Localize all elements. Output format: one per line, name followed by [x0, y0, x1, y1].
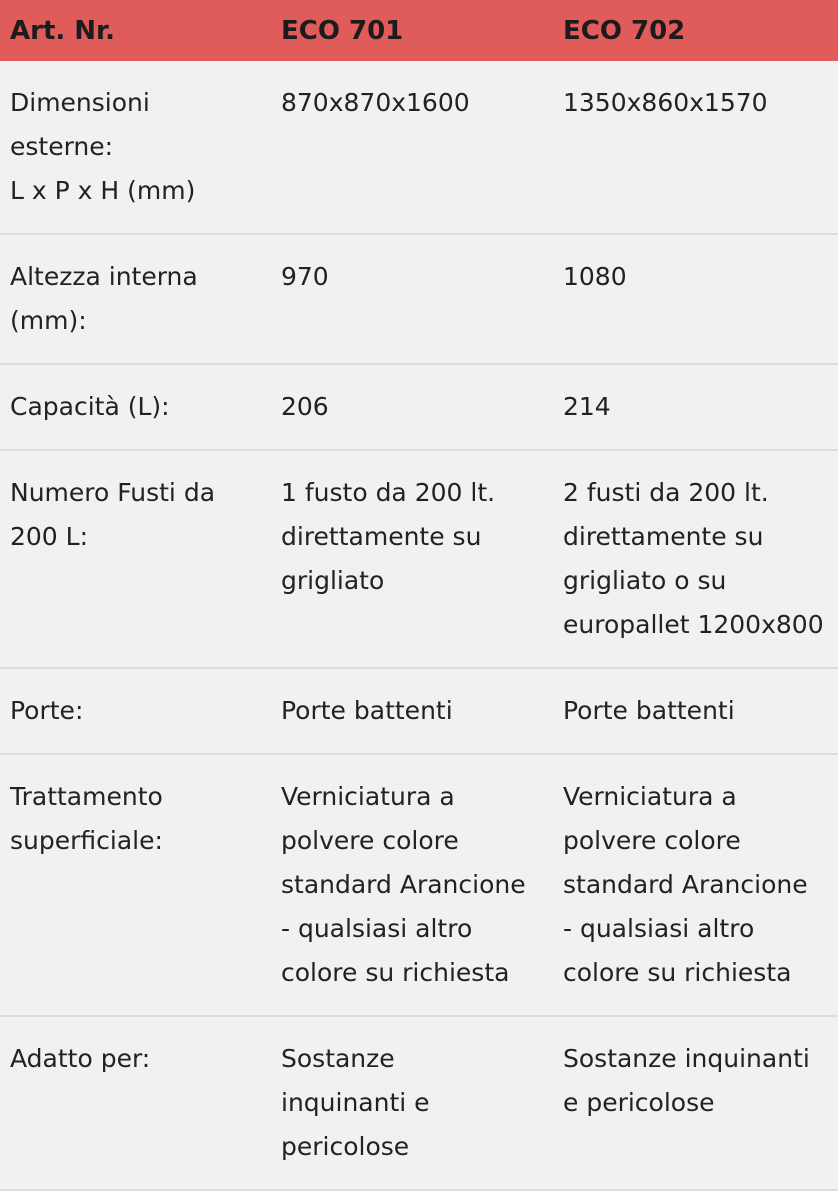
value-eco-702: 214: [563, 392, 611, 421]
value-eco-701: Sostanze inquinanti e pericolose: [281, 1044, 430, 1161]
table-header: [0, 0, 838, 61]
table-row-altezza: [0, 234, 838, 364]
value-eco-702: 1080: [563, 262, 627, 291]
value-eco-702: Porte battenti: [563, 696, 735, 725]
value-eco-701: 1 fusto da 200 lt. direttamente su grigliato: [281, 478, 496, 595]
value-eco-702: 2 fusti da 200 lt. direttamente su grigliato o su europallet 1200x800: [563, 478, 824, 639]
row-label: Numero Fusti da 200 L:: [10, 478, 216, 551]
header-art-nr: Art. Nr.: [10, 15, 116, 46]
table-row-capacita: [0, 364, 838, 450]
value-eco-702: Verniciatura a polvere colore standard Arancione - qualsiasi altro colore su richiesta: [563, 782, 808, 987]
table-row-trattamento: [0, 754, 838, 1016]
value-eco-701: 870x870x1600: [281, 88, 470, 117]
value-eco-701: 206: [281, 392, 329, 421]
table-row-numero-fusti: [0, 450, 838, 668]
value-eco-702: Sostanze inquinanti e pericolose: [563, 1044, 810, 1117]
value-eco-701: Porte battenti: [281, 696, 453, 725]
table-row-dimensioni: [0, 61, 838, 234]
value-eco-702: 1350x860x1570: [563, 88, 768, 117]
row-label: Porte:: [10, 696, 84, 725]
header-eco-701: ECO 701: [281, 15, 404, 46]
row-label: Adatto per:: [10, 1044, 151, 1073]
value-eco-701: Verniciatura a polvere colore standard Arancione - qualsiasi altro colore su richiesta: [281, 782, 526, 987]
header-eco-702: ECO 702: [563, 15, 686, 46]
row-label: Capacità (L):: [10, 392, 170, 421]
table-body: [0, 61, 838, 1190]
row-label: Altezza interna (mm):: [10, 262, 198, 335]
value-eco-701: 970: [281, 262, 329, 291]
header-row: [0, 0, 838, 61]
row-label: Dimensioni esterne: L x P x H (mm): [10, 88, 196, 205]
table-row-porte: [0, 668, 838, 754]
row-label: Trattamento superficiale:: [10, 782, 163, 855]
table-row-adatto: [0, 1016, 838, 1190]
